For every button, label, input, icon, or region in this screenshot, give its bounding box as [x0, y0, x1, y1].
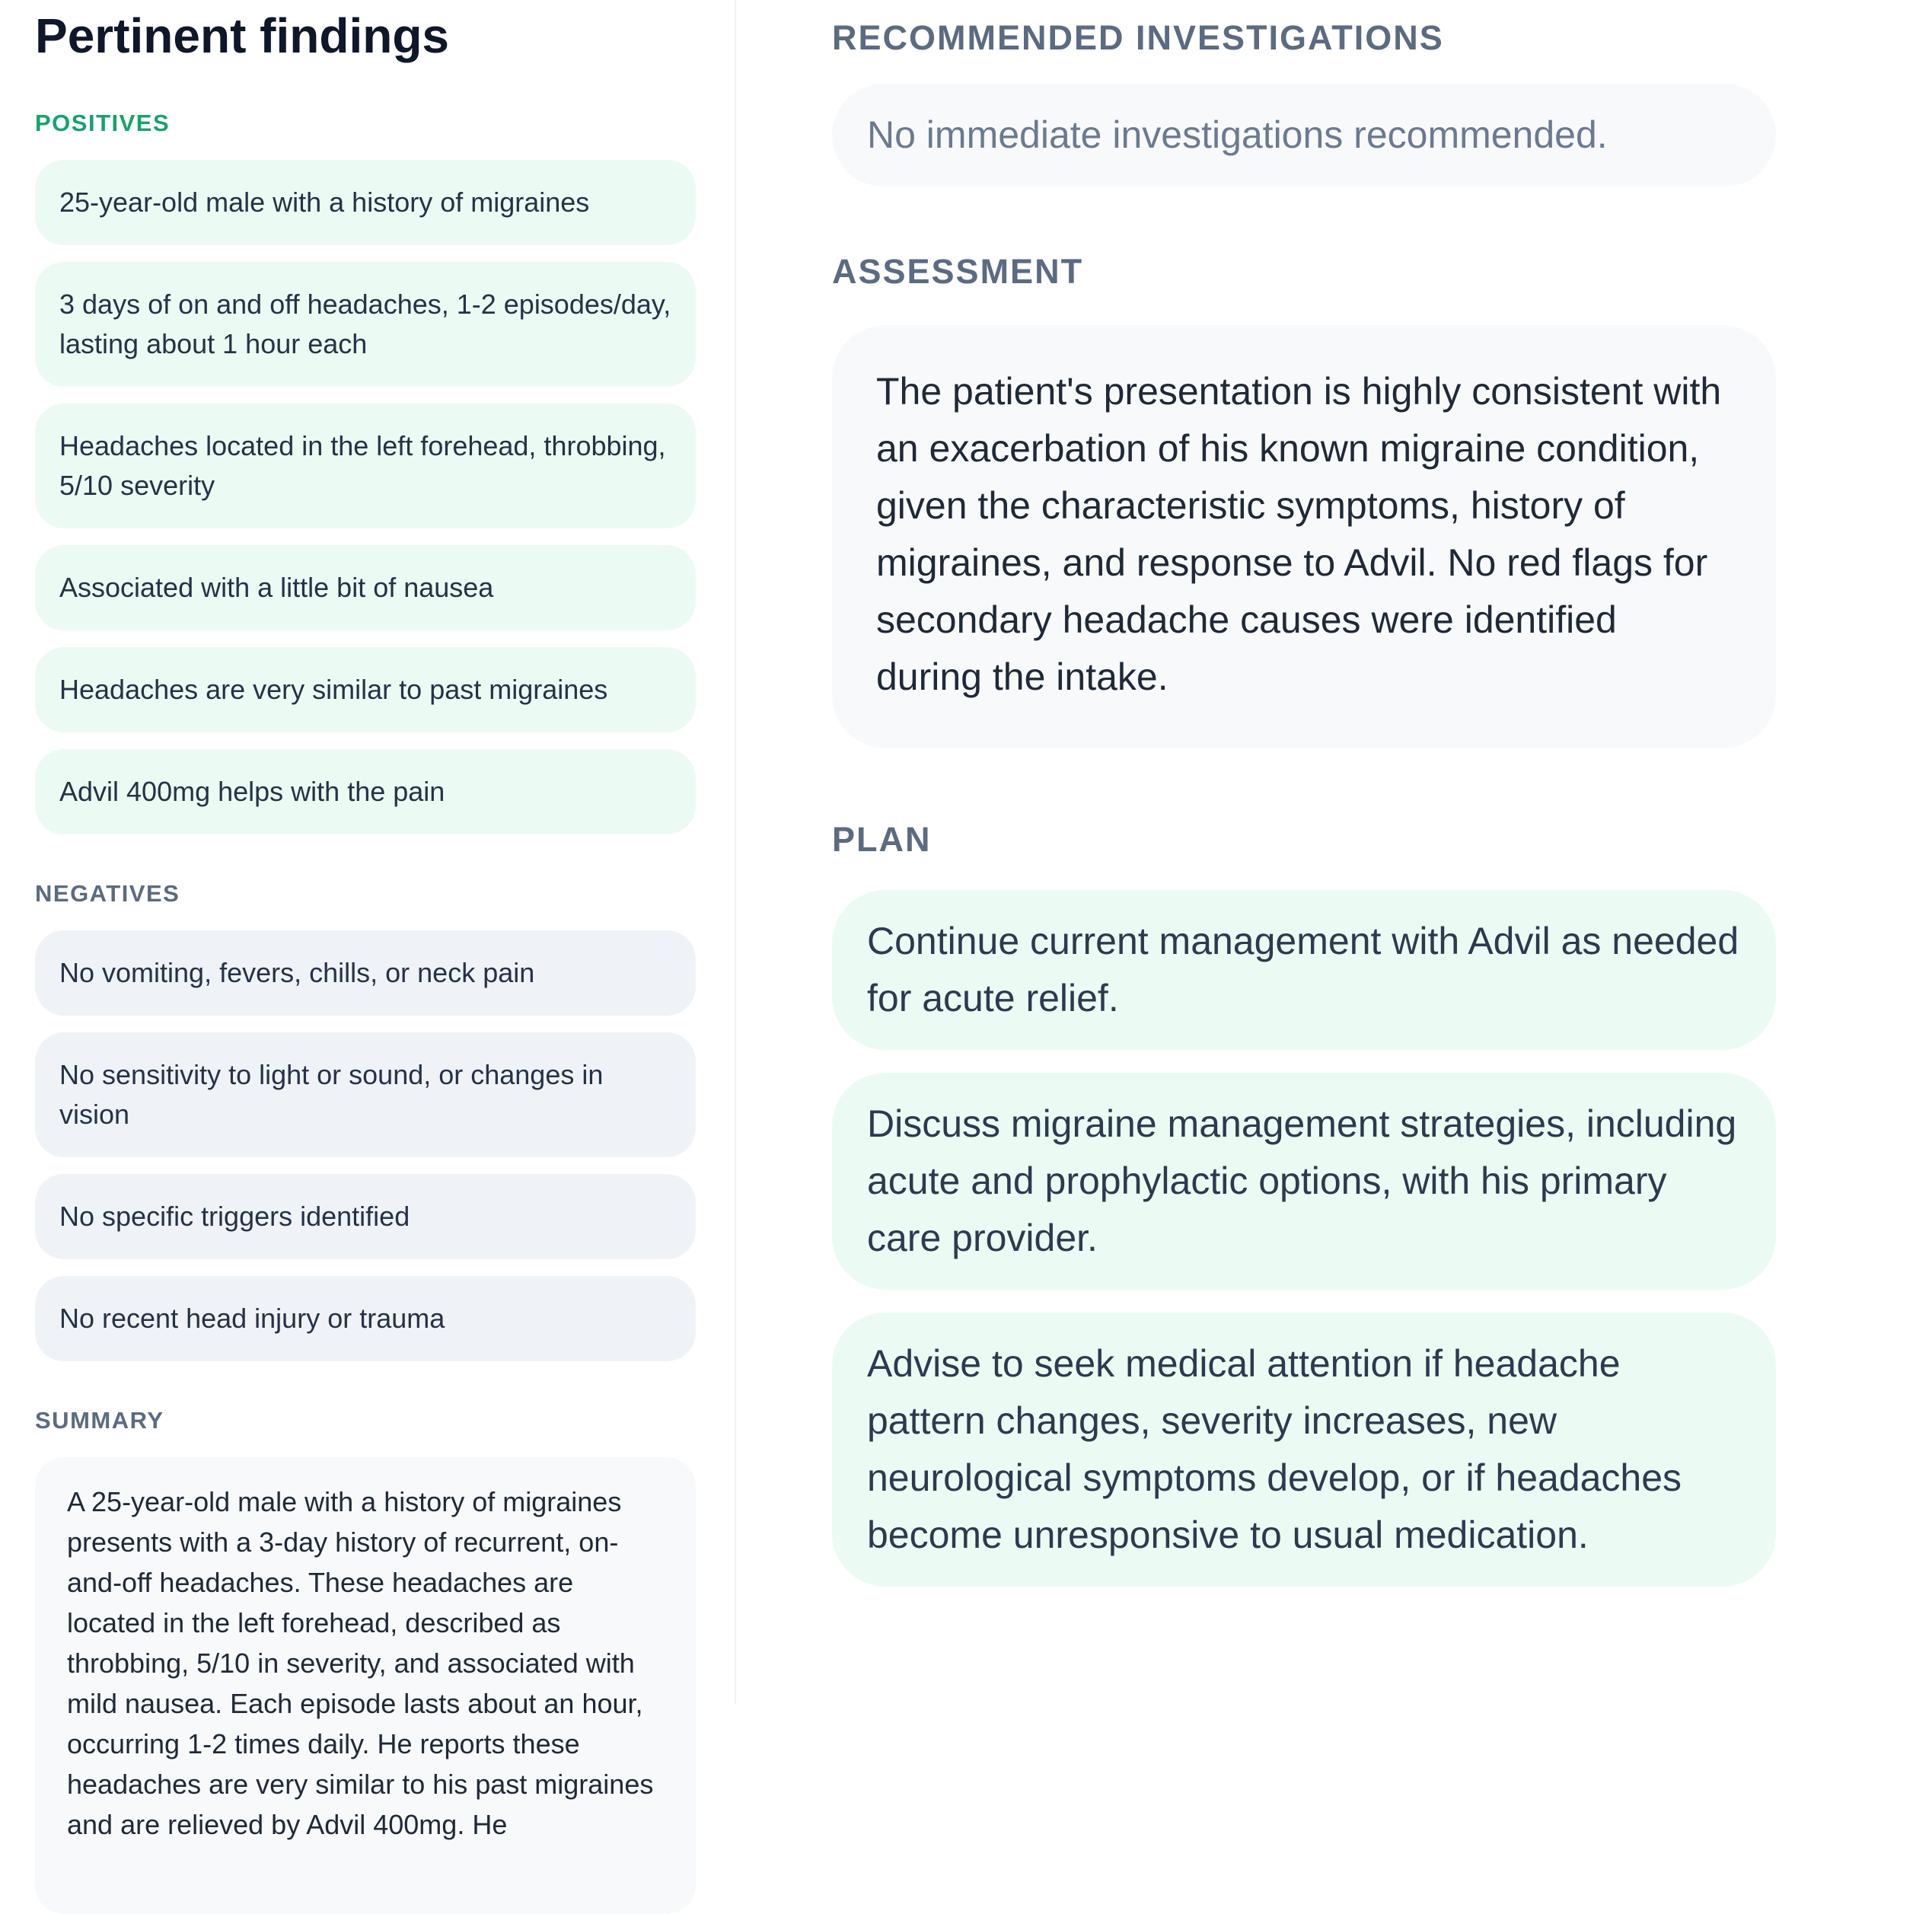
assessment-heading: ASSESSMENT: [832, 252, 1084, 291]
plan-item: Continue current management with Advil as needed for acute relief.: [832, 890, 1776, 1050]
summary-label: SUMMARY: [35, 1407, 164, 1434]
positive-finding: Headaches located in the left forehead, throbbing, 5/10 severity: [35, 404, 696, 528]
positive-finding: 25-year-old male with a history of migraines: [35, 160, 696, 245]
positive-finding: Headaches are very similar to past migraines: [35, 647, 696, 732]
plan-list: [832, 890, 1776, 1587]
investigations-heading: RECOMMENDED INVESTIGATIONS: [832, 18, 1444, 57]
assessment-panel: [832, 0, 1776, 1609]
positives-list: [35, 160, 696, 834]
negative-finding: No sensitivity to light or sound, or changes in vision: [35, 1032, 696, 1157]
positive-finding: 3 days of on and off headaches, 1-2 episodes/day, lasting about 1 hour each: [35, 262, 696, 387]
positive-finding: Associated with a little bit of nausea: [35, 545, 696, 630]
negatives-label: NEGATIVES: [35, 880, 180, 907]
plan-item: Advise to seek medical attention if headache pattern changes, severity increases, new neurological symptoms develop, or if headaches become unresponsive to usual medication.: [832, 1313, 1776, 1587]
plan-item: Discuss migraine management strategies, including acute and prophylactic options, with his primary care provider.: [832, 1073, 1776, 1290]
negative-finding: No specific triggers identified: [35, 1174, 696, 1259]
investigations-text: No immediate investigations recommended.: [832, 84, 1776, 187]
pertinent-findings-panel: [35, 0, 696, 1914]
negatives-list: [35, 930, 696, 1361]
column-divider: [735, 0, 736, 1704]
positive-finding: Advil 400mg helps with the pain: [35, 749, 696, 834]
positives-label: POSITIVES: [35, 110, 171, 136]
negative-finding: No vomiting, fevers, chills, or neck pain: [35, 930, 696, 1016]
page-title: Pertinent findings: [35, 8, 449, 63]
negative-finding: No recent head injury or trauma: [35, 1276, 696, 1361]
plan-heading: PLAN: [832, 820, 932, 859]
assessment-text: The patient's presentation is highly consistent with an exacerbation of his known migraine condition, given the characteristic symptoms, history of migraines, and response to Advil. No red flags for secondary headache causes were identified during the intake.: [832, 325, 1776, 748]
summary-text: A 25-year-old male with a history of migraines presents with a 3-day history of recurrent, on-and-off headaches. These headaches are located in the left forehead, described as throbbing, 5/10 in severity, and associated with mild nausea. Each episode lasts about an hour, occurring 1-2 times daily. He reports these headaches are very similar to his past migraines and are relieved by Advil 400mg. He: [35, 1457, 696, 1914]
